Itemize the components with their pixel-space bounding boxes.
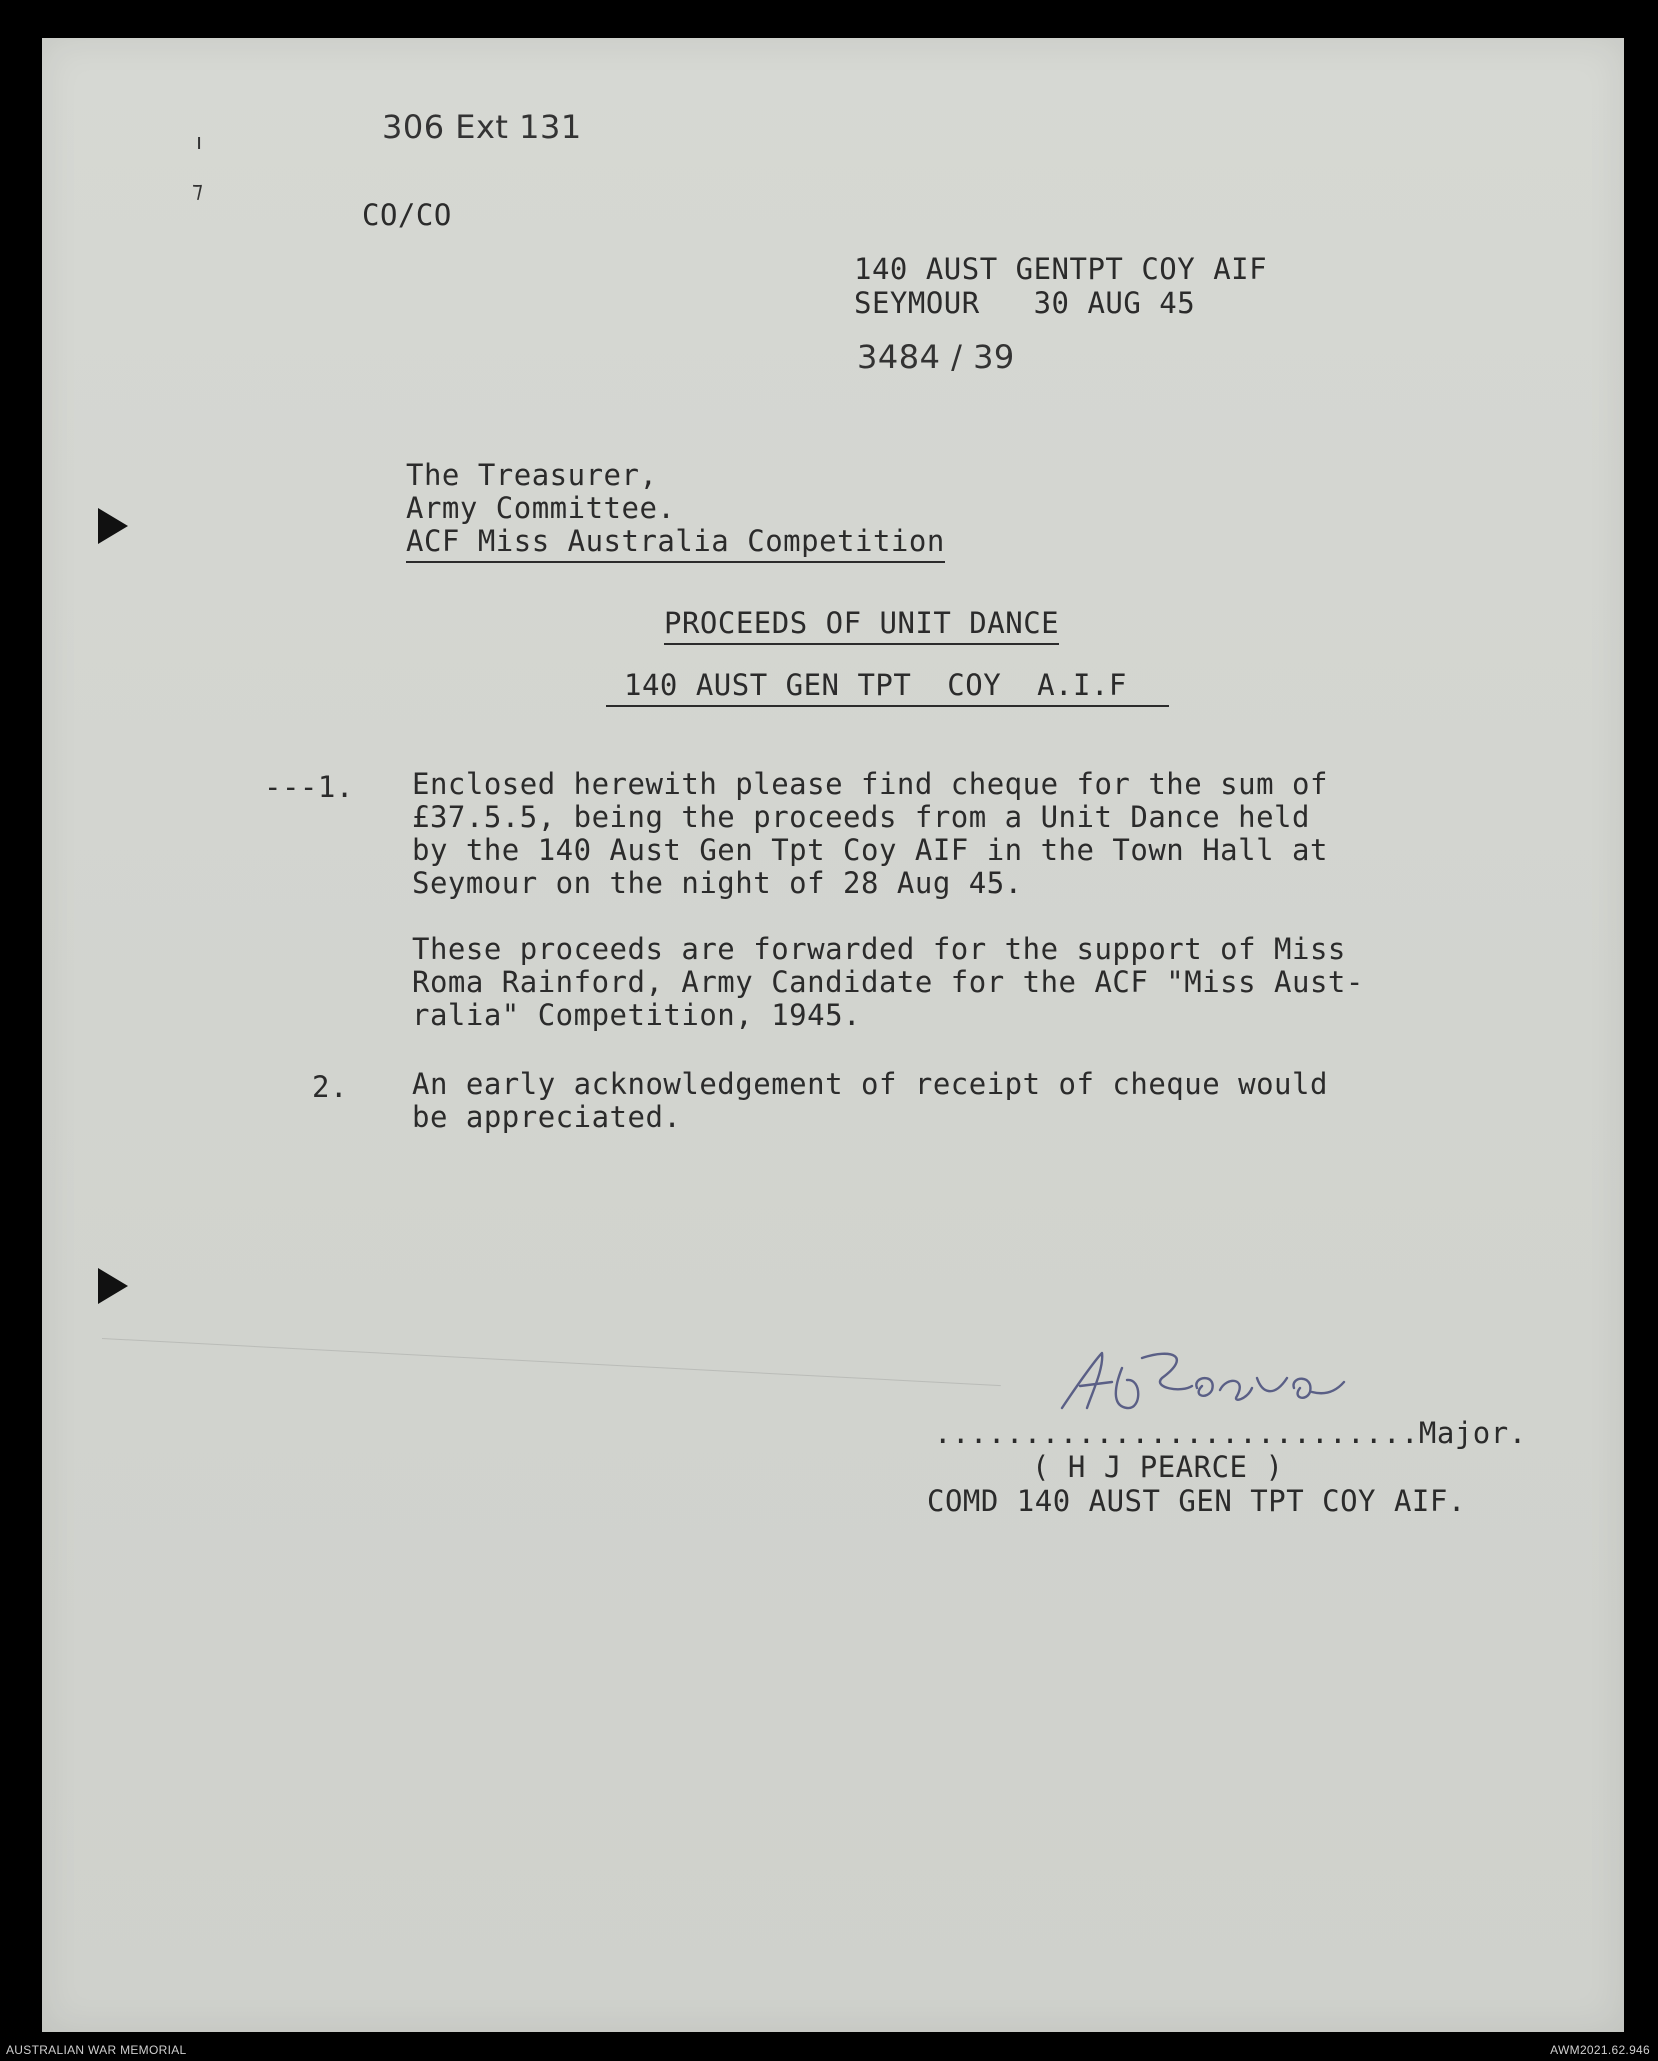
signatory-name: ( H J PEARCE )	[1032, 1450, 1284, 1484]
footer-institution: AUSTRALIAN WAR MEMORIAL	[6, 2043, 187, 2057]
paragraph-1-line: by the 140 Aust Gen Tpt Coy AIF in the Town Hall at	[412, 833, 1328, 867]
paragraph-1-line: Seymour on the night of 28 Aug 45.	[412, 866, 1023, 900]
margin-mark-top: ı	[196, 130, 203, 155]
paragraph-2-number: 2.	[312, 1070, 348, 1104]
signatory-title: COMD 140 AUST GEN TPT COY AIF.	[927, 1484, 1466, 1518]
file-reference: 306 Ext 131	[382, 108, 582, 146]
document-sheet	[42, 38, 1624, 2032]
paragraph-2-line: An early acknowledgement of receipt of cheque would	[412, 1067, 1328, 1101]
addressee-line-3: ACF Miss Australia Competition	[406, 524, 945, 563]
paragraph-1b-line: Roma Rainford, Army Candidate for the ACF "Miss Aust-	[412, 965, 1364, 999]
margin-mark-bottom: ⁊	[192, 178, 203, 203]
addressee-line-2: Army Committee.	[406, 491, 676, 525]
handwritten-signature	[1042, 1338, 1352, 1428]
signature-dotted-line: ...........................Major.	[934, 1416, 1527, 1450]
paragraph-2-line: be appreciated.	[412, 1100, 682, 1134]
paragraph-1-number: ---1.	[264, 770, 354, 804]
addressee-line-1: The Treasurer,	[406, 458, 658, 492]
paragraph-1-line: Enclosed herewith please find cheque for the sum of	[412, 767, 1328, 801]
reference-number: 3484 / 39	[857, 338, 1015, 376]
punch-hole-bottom	[98, 1268, 128, 1304]
copy-reference: CO/CO	[362, 198, 452, 232]
unit-line: 140 AUST GENTPT COY AIF	[854, 252, 1268, 286]
paragraph-1b-line: ralia" Competition, 1945.	[412, 998, 861, 1032]
footer-accession-number: AWM2021.62.946	[1550, 2043, 1650, 2057]
punch-hole-top	[98, 508, 128, 544]
paragraph-1-line: £37.5.5, being the proceeds from a Unit Dance held	[412, 800, 1310, 834]
place-date: SEYMOUR 30 AUG 45	[854, 286, 1196, 320]
paragraph-1b-line: These proceeds are forwarded for the support of Miss	[412, 932, 1346, 966]
subject-title: PROCEEDS OF UNIT DANCE	[664, 606, 1059, 645]
paper-crease	[102, 1338, 1001, 1386]
subject-unit: 140 AUST GEN TPT COY A.I.F	[606, 668, 1169, 707]
